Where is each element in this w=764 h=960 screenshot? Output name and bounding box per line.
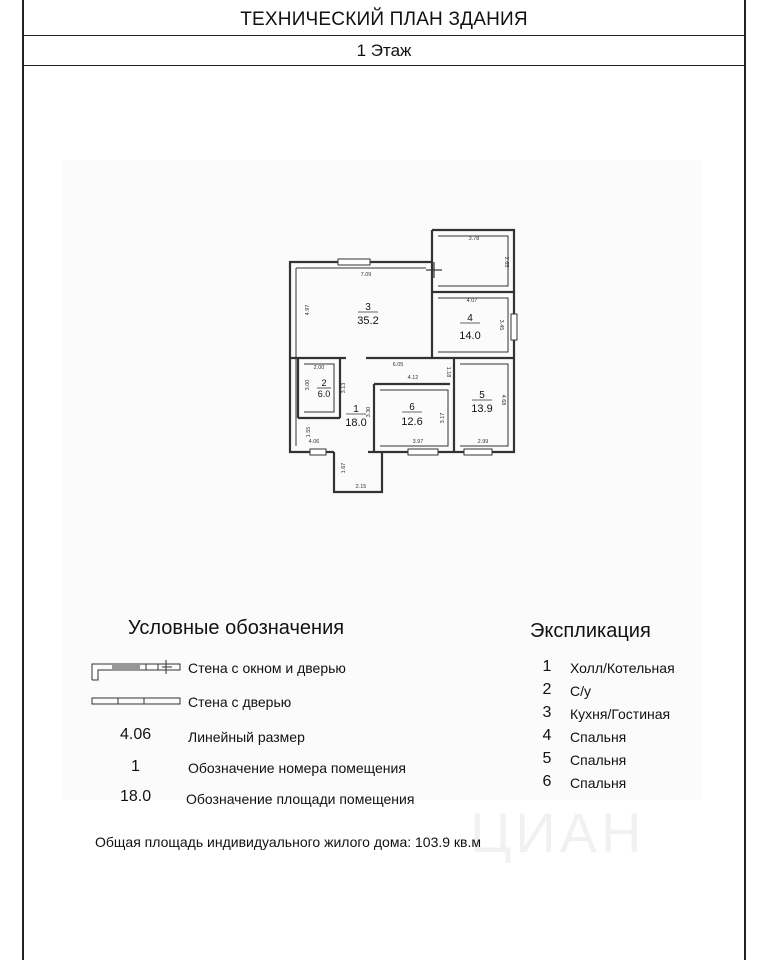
legend-title: Условные обозначения <box>128 617 345 639</box>
window-1 <box>310 449 326 455</box>
window-3 <box>338 259 370 265</box>
dimension-label: 6.05 <box>392 362 404 368</box>
room-number: 6 <box>409 402 415 413</box>
legend-label: Обозначение номера помещения <box>188 760 406 776</box>
room-number: 4 <box>467 313 473 324</box>
room-area: 14.0 <box>459 330 481 342</box>
dimension-label: 3.13 <box>341 382 347 394</box>
dimension-label: 3.30 <box>366 406 372 418</box>
room-area: 6.0 <box>317 389 331 399</box>
dimension-label: 4.07 <box>466 298 478 304</box>
dimension-label: 4.68 <box>500 394 506 406</box>
dimension-label: 2.65 <box>503 256 509 268</box>
legend-label: Стена с дверью <box>188 694 292 710</box>
explication-name: Спальня <box>570 729 627 745</box>
watermark: ЦИАН <box>470 801 646 864</box>
room-number: 5 <box>479 390 485 401</box>
dimension-label: 1.55 <box>306 426 312 438</box>
legend-label: Стена с окном и дверью <box>188 660 346 676</box>
room-area: 13.9 <box>471 403 493 415</box>
room-area: 35.2 <box>357 315 379 327</box>
dimension-label: 4.06 <box>308 439 320 445</box>
dimension-label: 4.97 <box>305 304 311 316</box>
dimension-label: 1.18 <box>445 366 451 378</box>
dimension-label: 3.00 <box>305 379 311 391</box>
explication-number: 3 <box>542 704 552 721</box>
legend-code: 1 <box>131 758 140 775</box>
dimension-label: 3.97 <box>412 439 424 445</box>
room-area: 18.0 <box>345 417 367 429</box>
dimension-label: 1.67 <box>341 462 347 474</box>
explication-name: Холл/Котельная <box>570 660 675 676</box>
explication-name: Спальня <box>570 752 627 768</box>
dimension-label: 3.78 <box>468 236 480 242</box>
total-area: Общая площадь индивидуального жилого дома: 103.9 кв.м <box>95 834 482 850</box>
explication-number: 1 <box>542 658 552 675</box>
dimension-label: 4.12 <box>407 375 419 381</box>
room-number: 2 <box>321 378 327 388</box>
explication-number: 6 <box>542 773 552 790</box>
explication-name: Кухня/Гостиная <box>570 706 671 722</box>
dimension-label: 2.99 <box>477 439 489 445</box>
explication-title: Экспликация <box>530 620 651 642</box>
room-number: 3 <box>365 302 371 313</box>
dimension-label: 2.00 <box>313 365 325 371</box>
window-6 <box>408 449 438 455</box>
room-number: 1 <box>353 404 359 415</box>
legend-label: Линейный размер <box>188 729 305 745</box>
explication-number: 5 <box>542 750 552 767</box>
legend-code: 18.0 <box>120 788 152 805</box>
explication-number: 2 <box>542 681 552 698</box>
legend-code: 4.06 <box>120 726 152 743</box>
floor-label: 1 Этаж <box>22 36 746 66</box>
explication-name: Спальня <box>570 775 627 791</box>
dimension-label: 3.17 <box>440 412 446 424</box>
dimension-label: 3.45 <box>498 319 504 331</box>
explication-number: 4 <box>542 727 552 744</box>
legend-label: Обозначение площади помещения <box>186 791 415 807</box>
explication-name: С/у <box>570 683 591 699</box>
window-4 <box>511 314 517 340</box>
dimension-label: 2.15 <box>355 484 367 490</box>
window-5 <box>464 449 492 455</box>
room-area: 12.6 <box>401 416 423 428</box>
dimension-label: 7.09 <box>360 272 372 278</box>
page-title: ТЕХНИЧЕСКИЙ ПЛАН ЗДАНИЯ <box>22 0 746 36</box>
